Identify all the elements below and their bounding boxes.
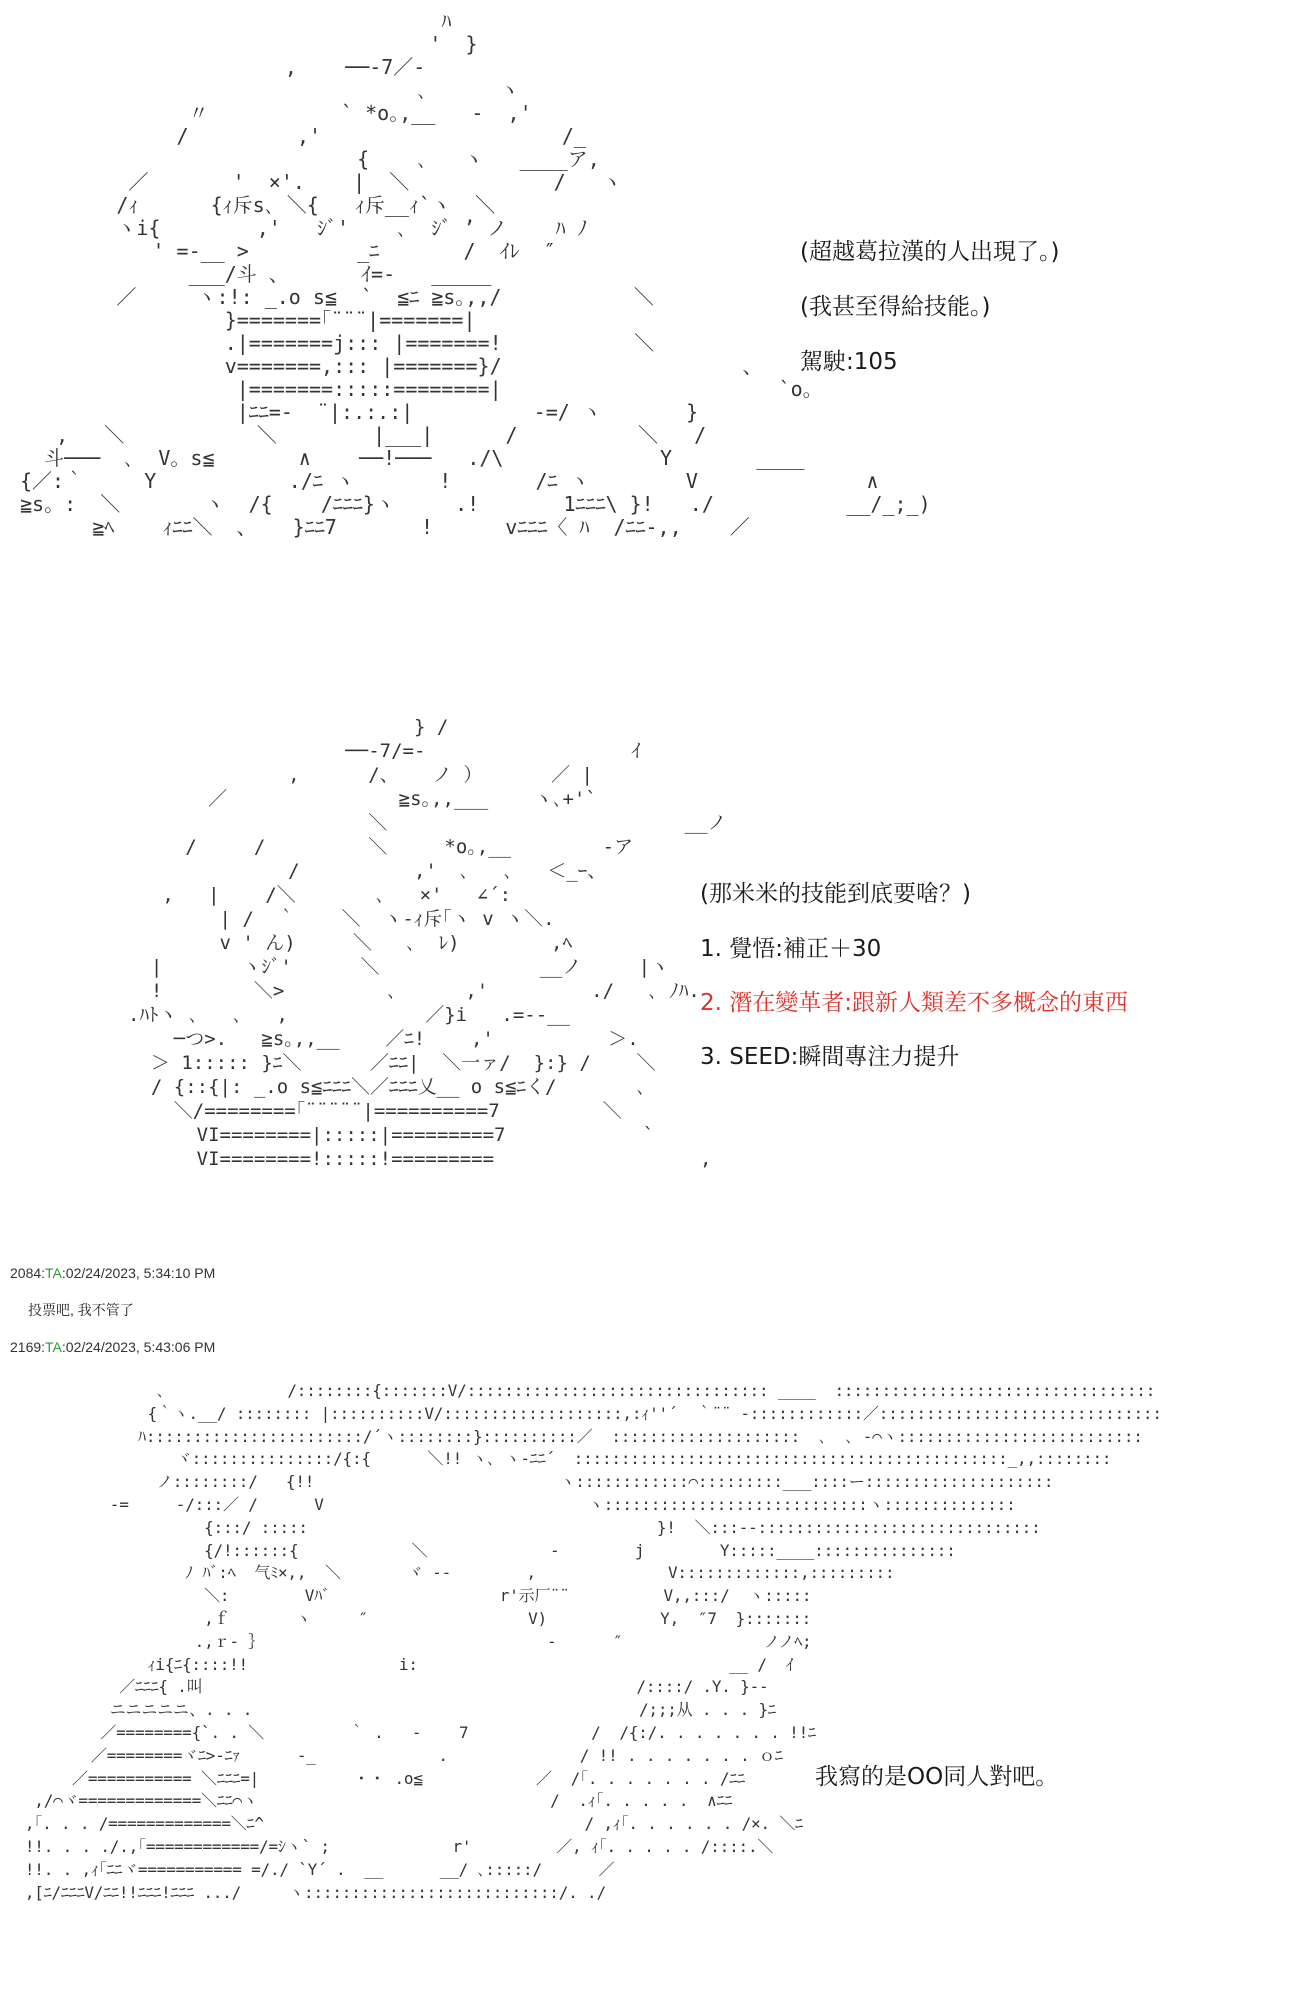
ascii-art-character-2: } / ──-7/=- ｲ , /、 ノ ） ／ | ／ ≧s｡,,___ ヽ､+'` ＼ __ノ / / ＼ *o｡,__ -ア / ,' ､ ､ ＜_ｰ、 , | /＼ ､ ×' ∠´: | / ｀ ＼ ヽ-ｨ斥｢ヽ v ヽ＼. v ' ん) ＼ ､ ﾚ) ,ﾍ | ヽｼﾞ' ＼ __ノ |ヽ ! ＼> ､ ,' ./ ､ ﾉﾊ. .ﾊﾄヽ ､ ､ , ／}i .=--__ ─つ>. ≧s｡,,__ ／ﾆ! ,' ＞. ＞ 1::::: }ﾆ＼ ／ﾆﾆ| ＼一ァ/ }:} / ＼ / {::{|: _.o s≦ﾆﾆﾆ＼／ﾆﾆﾆ乂__ o s≦ﾆく/ ､ ＼/========｢¨¨¨¨¨|==========7 ＼ VI========|:::::|=========7 ` VI========!:::::!========= , (128, 716, 727, 1170)
skill-option: 1. 覺悟:補正＋30 (700, 936, 882, 962)
post-text: 投票吧, 我不管了 (28, 1302, 134, 1318)
post-number: 2169 (10, 1339, 42, 1355)
caption-line: (我甚至得給技能。) (800, 294, 991, 320)
post-number: 2084 (10, 1265, 42, 1281)
skill-option-highlighted: 2. 潛在變革者:跟新人類差不多概念的東西 (700, 990, 1129, 1016)
ascii-art-character-1: ﾊ ' } , ──-7／- ､ ヽ 〃 ` *o｡,__ - ,' / ,' /_ { ､ ヽ ____ア, ／ ' ×'. | ＼ / ヽ /ｨ {ｨ斥s､ ＼{ ｨ斥__ｨ`ヽ ＼ ヽi{ ,' ｼﾞ' ､ ｼﾞ ’ ノ ﾊ ﾉ ' =-__ > _ﾆ / ｲﾚ ″ ___/斗 、 ｲ=- _____ ／ ヽ:!: _.o s≦ ` ≦ﾆ ≧s｡,,/ ＼ }=======｢¨¨¨|=======| .|=======j::: |=======! ＼ v=======,::: |=======}/ 、 |=======:::::========| `o。 |ﾆﾆ=- ¨|:.:.:| -=/ ヽ } , ＼ ＼ |___| / ＼ / 斗─── ､ V。s≦ ∧ ──!─── ./\ Y ____ {／:｀ Y ./ﾆ ヽ ! /ﾆ ヽ V ∧ ≧s。: ＼ ヽ /{ /ﾆﾆﾆ}ヽ .! 1ﾆﾆﾆ\ }! ./ __/_;_) ≧ﾍ ｨﾆﾆ＼ 、 }ﾆﾆ7 ! vﾆﾆﾆ〈 ﾊ /ﾆﾆ-,, ／ (20, 9, 931, 539)
post-header: 2169:TA:02/24/2023, 5:43:06 PM (10, 1339, 216, 1355)
caption-line: 我寫的是OO同人對吧。 (815, 1764, 1059, 1790)
caption-line: 駕駛:105 (800, 349, 898, 375)
post-author: TA (45, 1265, 62, 1281)
ascii-art-character-3: ､ /::::::::{:::::::V/:::::::::::::::::::::::::::::::: ____ :::::::::::::::::::::::::::::::::: {｀ヽ.__/ :::::::: |::::::::::V/:::::::::::::::::::,:ｨ''´ ｀¨¨ ‐::::::::::::／:::::::::::::::::::::::::::::: ﾊ:::::::::::::::::::::::/´ヽ::::::::}::::::::::／ :::::::::::::::::::: ､ ､ ‐⌒ヽ:::::::::::::::::::::::::: ヾ:::::::::::::::/{:{ ＼!! ヽ､ ヽ-ﾆﾆ´ ::::::::::::::::::::::::::::::::::::::::::::::_,,:::::::: ノ::::::::/ {!! ヽ::::::::::::⌒:::::::::___::::ー:::::::::::::::::::: -= ‐/:::／ / V ヽ::::::::::::::::::::::::::::ヽ:::::::::::::: {:::/ ::::: }! ＼:::--:::::::::::::::::::::::::::::: {/!::::::{ ＼ ‐ j Y:::::____::::::::::::::: ﾉ ﾊﾞ:ﾍ 气ﾐ×,, ＼ ヾ ‐- , V:::::::::::::,::::::::: ＼: Vﾊﾞ r'示厂¨¨ V,,:::/ ヽ::::: ,ｆ ヽ ″ V) Y, ″7 }::::::: .,ｒ‐ ｝ - ″ ノノﾍ; ｨi{ﾆ{::::!! i: __ / ｲ ／ﾆﾆﾆ{ .叫 /::::/ .Y. }-- ニニニニニ、. . . /;;;从 . . . }ﾆ ／========{`. . ＼ ｀ . - 7 / /{:/. . . . . . . !!ﾆ ／========ヾﾆ>-ﾆｧ ‐_ . / !! . . . . . . . ｏﾆ ／=========== ＼ﾆﾆﾆ=| ・・ .o≦ ／ /｢. . . . . . . /ﾆﾆ ,/⌒ヾ=============＼ﾆﾆ⌒ヽ / .ｨ｢. . . . . ∧ﾆﾆ ,｢. . . /=============＼ﾆ^ / ,ｨ｢. . . . . . /×. ＼ﾆ !!. . . ./.,｢============/=ｼヽ` ; r' ／, ｨ｢. . . . . /::::.＼ !!. . ,ｨ｢ﾆﾆヾ=========== =/./ `Y´ . __ __/ ､:::::/ ／ ,[ﾆ/ﾆﾆﾆV/ﾆﾆ!!ﾆﾆﾆ!ﾆﾆﾆ .../ ヽ:::::::::::::::::::::::::::/. ./ (24, 1381, 1162, 1902)
post-timestamp: 02/24/2023, 5:34:10 PM (65, 1265, 216, 1281)
post-timestamp: 02/24/2023, 5:43:06 PM (65, 1339, 216, 1355)
skill-option: 3. SEED:瞬間專注力提升 (700, 1044, 960, 1070)
post-author: TA (45, 1339, 62, 1355)
post-header: 2084:TA:02/24/2023, 5:34:10 PM (10, 1265, 216, 1281)
caption-line: (超越葛拉漢的人出現了。) (800, 239, 1060, 265)
caption-line: (那米米的技能到底要啥？) (700, 881, 971, 907)
